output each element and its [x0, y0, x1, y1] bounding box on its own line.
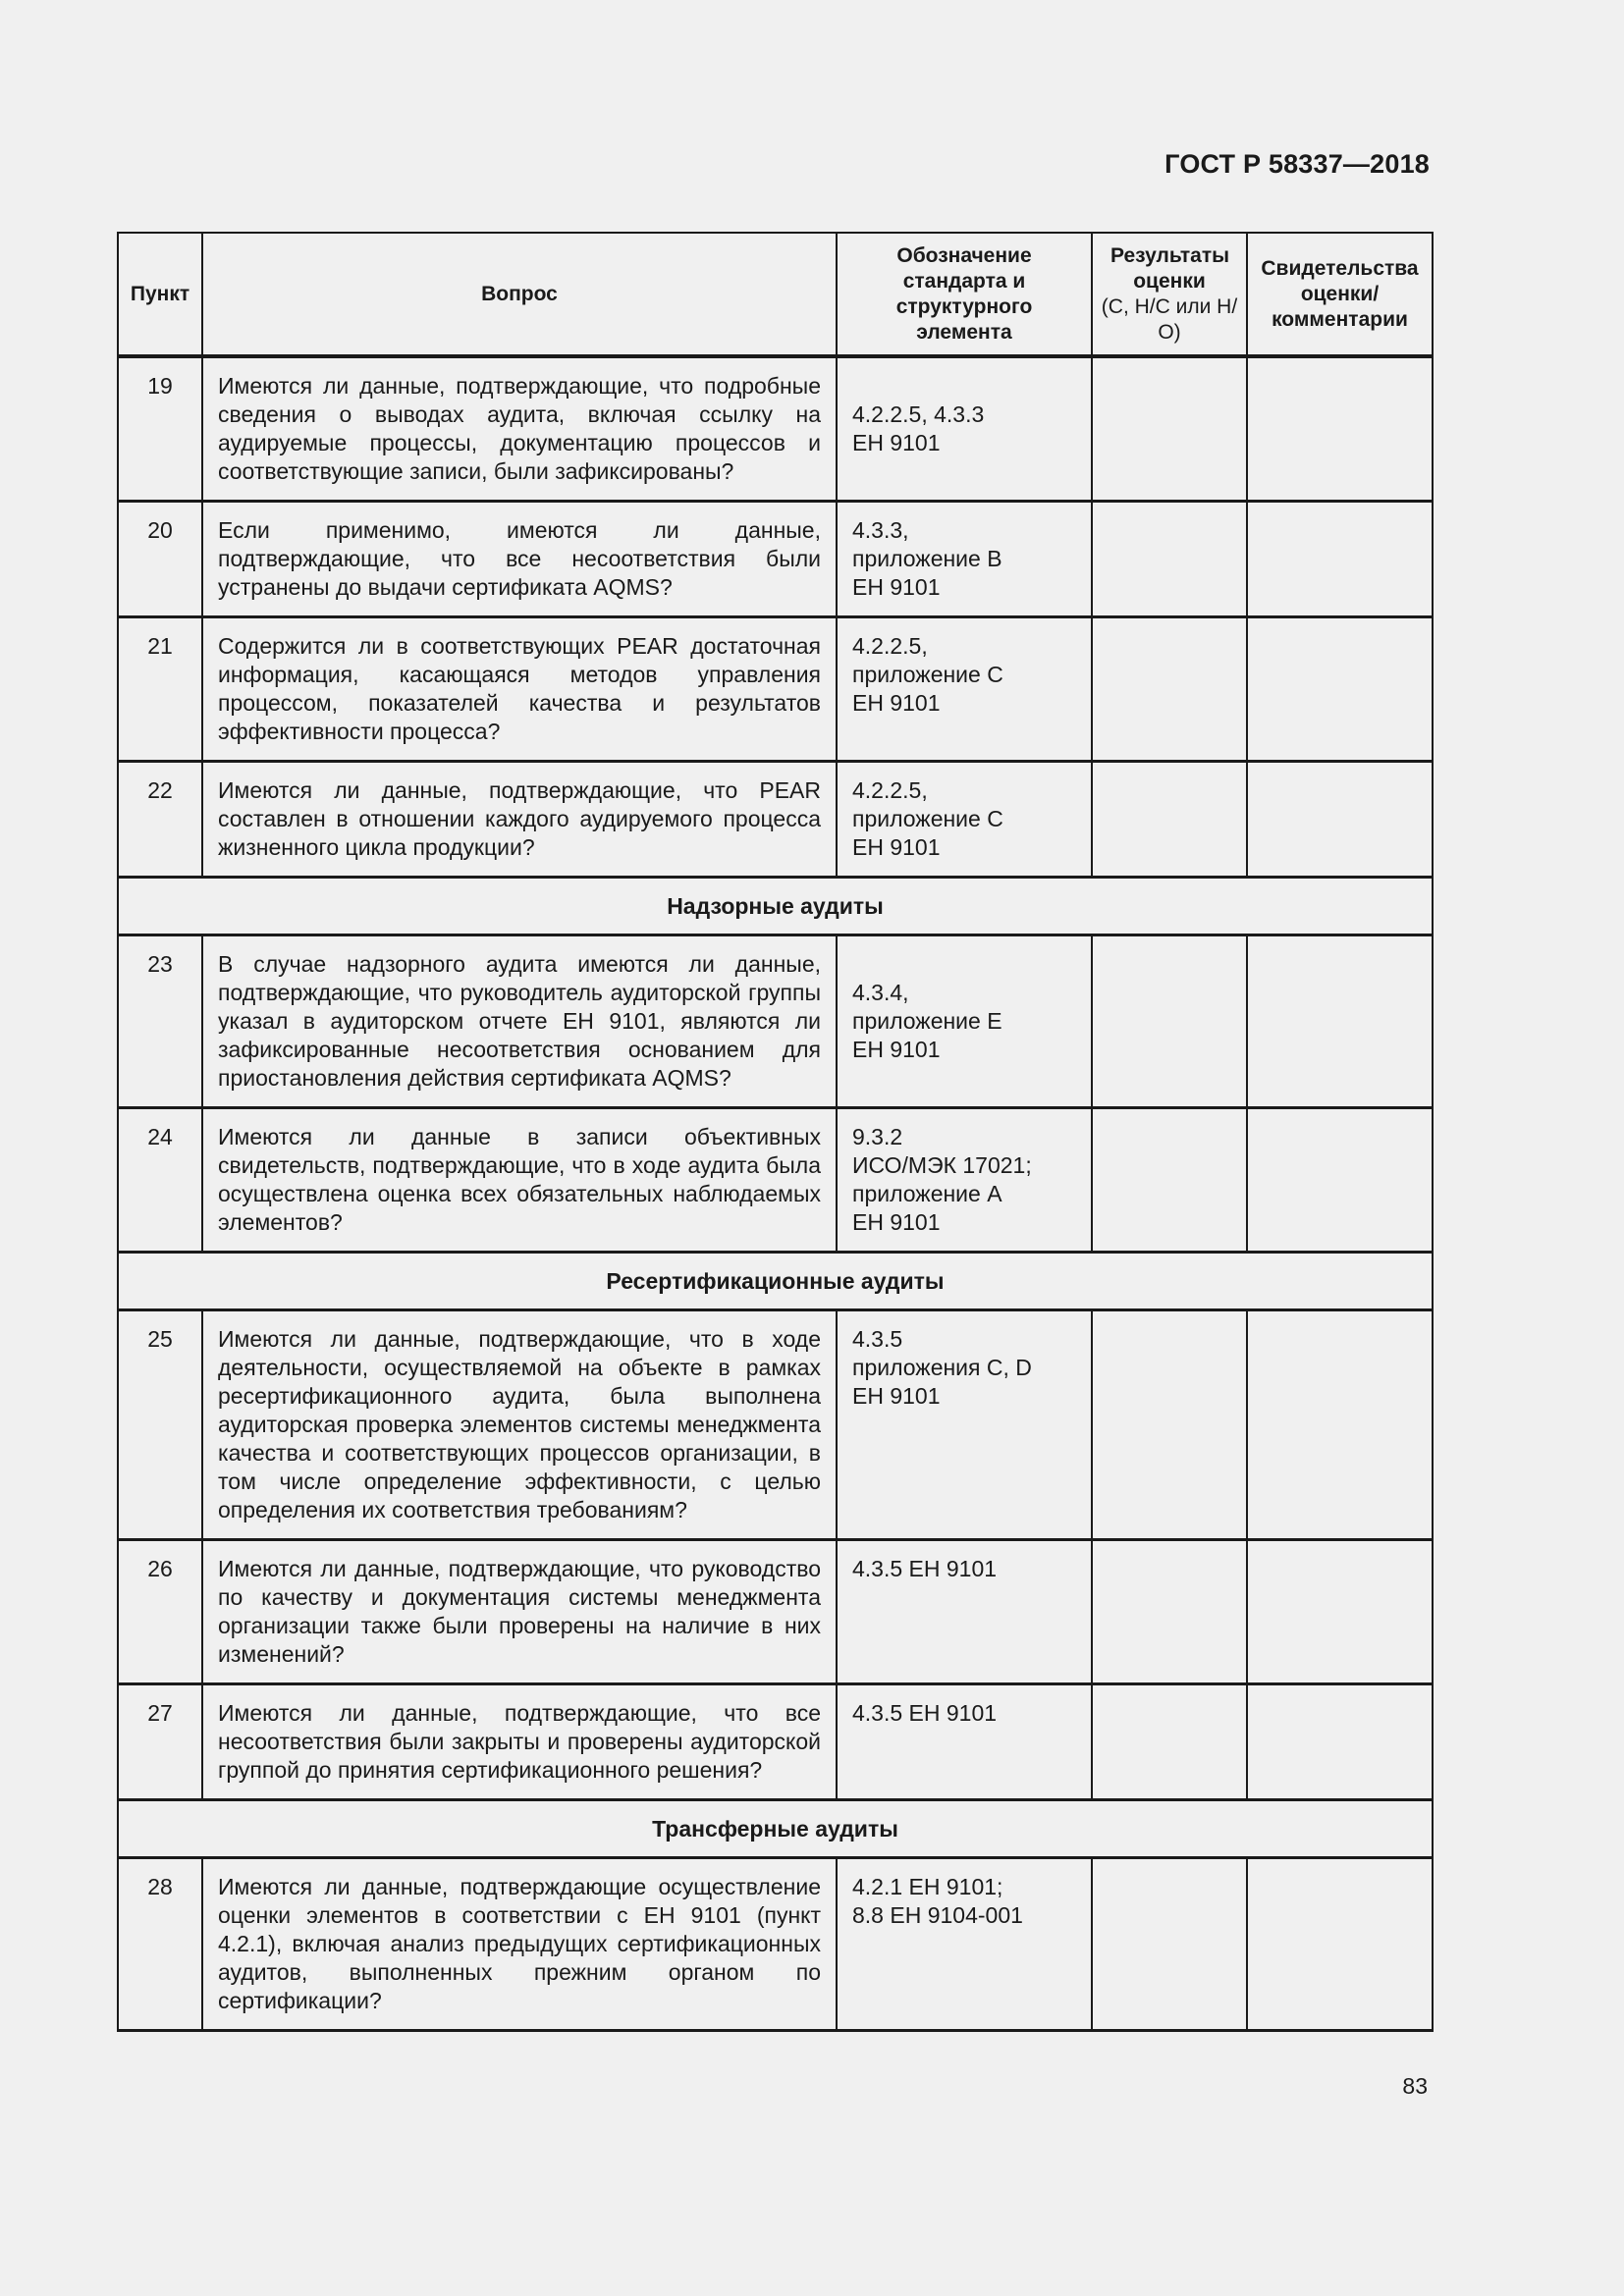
question-cell: Имеются ли данные, подтверждающие осуществление оценки элементов в соответствии с ЕН 9101 (пункт 4.2.1), включая анализ предыдущих сертификационных аудитов, выполненных прежним органом по сертификации? [202, 1858, 837, 2031]
standard-ref-cell: 4.3.5 ЕН 9101 [837, 1540, 1092, 1684]
col-header-ref [837, 233, 1092, 356]
standard-ref-cell: 4.3.5 приложения С, D ЕН 9101 [837, 1310, 1092, 1540]
evidence-cell [1247, 502, 1433, 617]
result-cell [1092, 356, 1247, 502]
standard-ref-cell: 4.3.5 ЕН 9101 [837, 1684, 1092, 1800]
col-header-result-label: Результаты оценки [1110, 243, 1230, 293]
item-number: 27 [118, 1684, 202, 1800]
page-number: 83 [1402, 2073, 1428, 2099]
evidence-cell [1247, 1540, 1433, 1684]
table-row [118, 502, 1433, 617]
item-number: 28 [118, 1858, 202, 2031]
standard-ref-cell: 4.3.4, приложение Е ЕН 9101 [837, 935, 1092, 1108]
evidence-cell [1247, 356, 1433, 502]
question-cell: В случае надзорного аудита имеются ли данные, подтверждающие, что руководитель аудиторской группы указал в аудиторском отчете ЕН 9101, являются ли зафиксированные несоответствия основанием для приостановления действия сертификата AQMS? [202, 935, 837, 1108]
result-cell [1092, 762, 1247, 878]
standard-ref-cell: 4.2.2.5, 4.3.3 ЕН 9101 [837, 356, 1092, 502]
table-header-row [118, 233, 1433, 356]
result-cell [1092, 1684, 1247, 1800]
question-cell: Имеются ли данные, подтверждающие, что подробные сведения о выводах аудита, включая ссылку на аудируемые процессы, документацию процессов и соответствующие записи, были зафиксированы? [202, 356, 837, 502]
question-cell: Если применимо, имеются ли данные, подтверждающие, что все несоответствия были устранены до выдачи сертификата AQMS? [202, 502, 837, 617]
question-cell: Имеются ли данные в записи объективных свидетельств, подтверждающие, что в ходе аудита была осуществлена оценка всех обязательных наблюдаемых элементов? [202, 1108, 837, 1253]
evidence-cell [1247, 1108, 1433, 1253]
result-cell [1092, 1858, 1247, 2031]
standard-ref-cell: 4.2.1 ЕН 9101; 8.8 ЕН 9104-001 [837, 1858, 1092, 2031]
item-number: 21 [118, 617, 202, 762]
result-cell [1092, 1310, 1247, 1540]
evidence-cell [1247, 1310, 1433, 1540]
table-row [118, 617, 1433, 762]
question-cell: Имеются ли данные, подтверждающие, что в ходе деятельности, осуществляемой на объекте в рамках ресертификационного аудита, была выполнена аудиторская проверка элементов системы менеджмента качества и соответствующих процессов организации, в том числе определение эффективности, с целью определения их соответствия требованиям? [202, 1310, 837, 1540]
table-body [118, 356, 1433, 2031]
table-row [118, 762, 1433, 878]
item-number: 25 [118, 1310, 202, 1540]
evidence-cell [1247, 617, 1433, 762]
result-cell [1092, 502, 1247, 617]
col-header-question: Вопрос [202, 233, 837, 356]
col-header-num: Пункт [118, 233, 202, 356]
result-cell [1092, 1108, 1247, 1253]
col-header-result-sub: (С, Н/С или Н/О) [1101, 294, 1238, 344]
question-cell: Имеются ли данные, подтверждающие, что все несоответствия были закрыты и проверены аудиторской группой до принятия сертификационного решения? [202, 1684, 837, 1800]
standard-ref-cell: 4.2.2.5, приложение С ЕН 9101 [837, 617, 1092, 762]
standard-ref-cell: 9.3.2 ИСО/МЭК 17021; приложение А ЕН 9101 [837, 1108, 1092, 1253]
col-header-evidence-label: Свидетельства оценки/ комментарии [1261, 256, 1419, 331]
col-header-ref-label: Обозначение стандарта и структурного элемента [895, 243, 1033, 344]
section-title: Трансферные аудиты [118, 1800, 1433, 1858]
item-number: 19 [118, 356, 202, 502]
col-header-result [1092, 233, 1247, 356]
item-number: 26 [118, 1540, 202, 1684]
table-row [118, 935, 1433, 1108]
item-number: 23 [118, 935, 202, 1108]
item-number: 20 [118, 502, 202, 617]
item-number: 22 [118, 762, 202, 878]
evidence-cell [1247, 1684, 1433, 1800]
table-row [118, 1858, 1433, 2031]
evidence-cell [1247, 762, 1433, 878]
question-cell: Имеются ли данные, подтверждающие, что руководство по качеству и документация системы менеджмента организации также были проверены на наличие в них изменений? [202, 1540, 837, 1684]
section-row [118, 878, 1433, 935]
result-cell [1092, 617, 1247, 762]
table-row [118, 1540, 1433, 1684]
question-cell: Содержится ли в соответствующих PEAR достаточная информация, касающаяся методов управления процессом, показателей качества и результатов эффективности процесса? [202, 617, 837, 762]
result-cell [1092, 1540, 1247, 1684]
evidence-cell [1247, 935, 1433, 1108]
table-row [118, 1310, 1433, 1540]
document-code: ГОСТ Р 58337—2018 [1164, 149, 1430, 179]
question-cell: Имеются ли данные, подтверждающие, что PEAR составлен в отношении каждого аудируемого процесса жизненного цикла продукции? [202, 762, 837, 878]
section-row [118, 1800, 1433, 1858]
section-title: Надзорные аудиты [118, 878, 1433, 935]
col-header-evidence [1247, 233, 1433, 356]
table-row [118, 1108, 1433, 1253]
standard-ref-cell: 4.2.2.5, приложение С ЕН 9101 [837, 762, 1092, 878]
result-cell [1092, 935, 1247, 1108]
standard-ref-cell: 4.3.3, приложение В ЕН 9101 [837, 502, 1092, 617]
item-number: 24 [118, 1108, 202, 1253]
table-row [118, 356, 1433, 502]
evidence-cell [1247, 1858, 1433, 2031]
table-row [118, 1684, 1433, 1800]
section-row [118, 1253, 1433, 1310]
section-title: Ресертификационные аудиты [118, 1253, 1433, 1310]
audit-checklist-table [117, 232, 1434, 2032]
